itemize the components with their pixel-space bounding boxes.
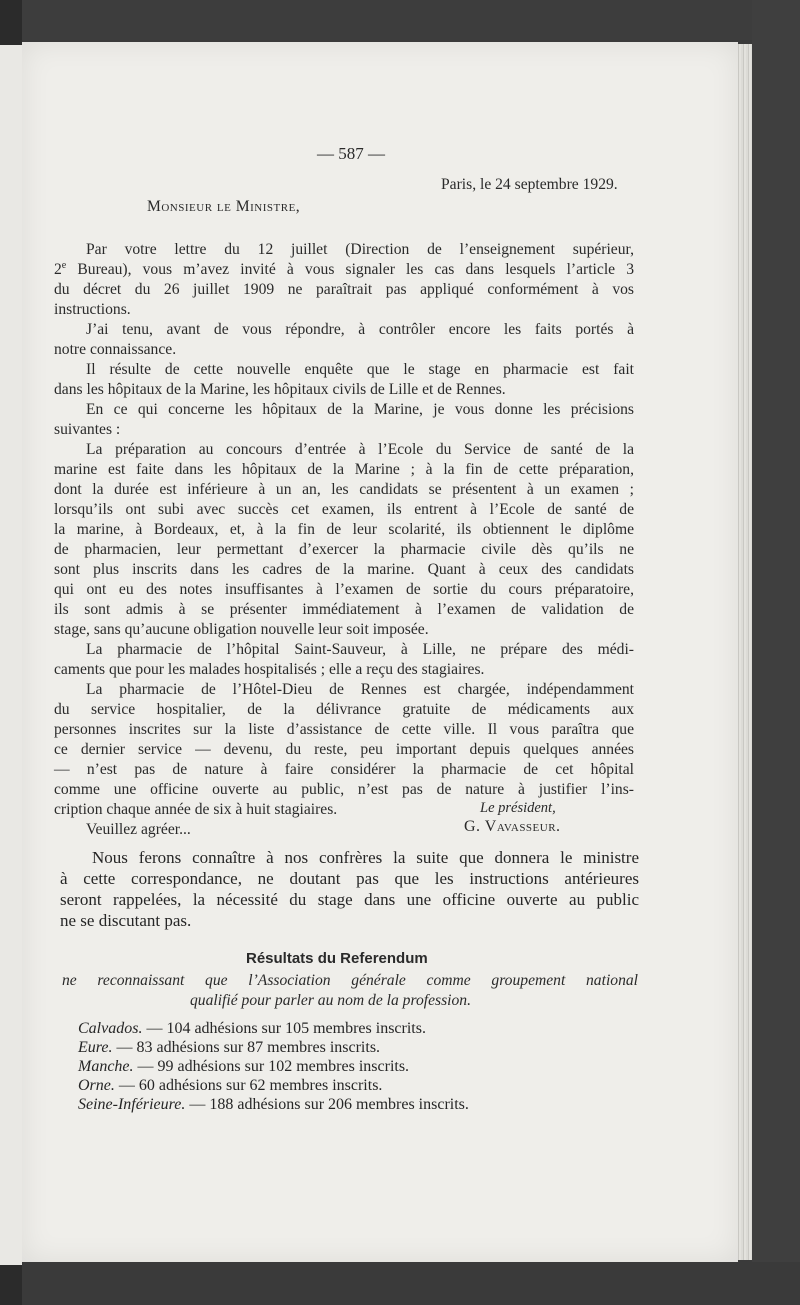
result-text: — 83 adhésions sur 87 membres inscrits. [112, 1039, 381, 1056]
closing-line: seront rappelées, la nécessité du stage dans une officine ouverte au public [60, 890, 639, 909]
date-line: Paris, le 24 septembre 1929. [441, 176, 618, 193]
letter-line: Par votre lettre du 12 juillet (Direction de l’enseignement supérieur, [86, 241, 634, 258]
salutation: Monsieur le Ministre, [147, 198, 301, 215]
letter-line: stage, sans qu’aucune obligation nouvelle leur soit imposée. [54, 621, 429, 638]
letter-line: Il résulte de cette nouvelle enquête que le stage en pharmacie est fait [86, 361, 634, 378]
page-stack-edges [736, 44, 752, 1260]
letter-line: ce dernier service — devenu, du reste, peu important depuis quelques années [54, 741, 634, 758]
scan-background-right [752, 0, 800, 1305]
results-title: Résultats du Referendum [246, 950, 428, 967]
result-text: — 188 adhésions sur 206 membres inscrits. [185, 1096, 469, 1113]
letter-line: J’ai tenu, avant de vous répondre, à contrôler encore les faits portés à [86, 321, 634, 338]
letter-line: dans les hôpitaux de la Marine, les hôpitaux civils de Lille et de Rennes. [54, 381, 506, 398]
letter-line: qui ont eu des notes insuffisantes à l’examen de sortie du cours préparatoire, [54, 581, 634, 598]
letter-line: suivantes : [54, 421, 121, 438]
result-row [78, 1056, 409, 1077]
letter-line: dont la durée est inférieure à un an, les candidats se présentent à un examen ; [54, 481, 634, 498]
letter-line: du service hospitalier, de la délivrance gratuite de médicaments aux [54, 701, 634, 718]
letter-line: marine est faite dans les hôpitaux de la Marine ; à la fin de cette préparation, [54, 461, 634, 478]
letter-line: 2e Bureau), vous m’avez invité à vous signaler les cas dans lesquels l’article 3 [54, 259, 634, 278]
book-page [22, 42, 738, 1262]
closing-line: Nous ferons connaître à nos confrères la suite que donnera le ministre [92, 848, 639, 867]
letter-line: la marine, à Bordeaux, et, à la fin de leur scolarité, ils obtiennent le diplôme [54, 521, 634, 538]
facing-page-edge [0, 45, 23, 1265]
letter-line: La pharmacie de l’Hôtel-Dieu de Rennes est chargée, indépendamment [86, 681, 634, 698]
scan-background-bottom [22, 1262, 800, 1305]
results-subtitle-line: ne reconnaissant que l’Association générale comme groupement national [62, 972, 638, 989]
signature-name: G. Vavasseur. [464, 818, 561, 835]
letter-line: instructions. [54, 301, 131, 318]
result-text: — 104 adhésions sur 105 membres inscrits. [142, 1020, 426, 1037]
letter-line: La préparation au concours d’entrée à l’Ecole du Service de santé de la [86, 441, 634, 458]
result-text: — 99 adhésions sur 102 membres inscrits. [133, 1058, 410, 1075]
result-department: Eure. [78, 1039, 113, 1056]
letter-line: En ce qui concerne les hôpitaux de la Marine, je vous donne les précisions [86, 401, 634, 418]
results-subtitle-line: qualifié pour parler au nom de la profession. [190, 992, 471, 1009]
result-row [78, 1094, 469, 1115]
result-row [78, 1075, 382, 1096]
result-text: — 60 adhésions sur 62 membres inscrits. [114, 1077, 383, 1094]
letter-line: — n’est pas de nature à faire considérer la pharmacie de cet hôpital [54, 761, 634, 778]
letter-line: du décret du 26 juillet 1909 ne paraîtrait pas appliqué conformément à vos [54, 281, 634, 298]
closing-line: ne se discutant pas. [60, 911, 192, 930]
result-row [78, 1037, 380, 1058]
letter-line: sont plus inscrits dans les cadres de la marine. Quant à ceux des candidats [54, 561, 634, 578]
letter-line: notre connaissance. [54, 341, 177, 358]
closing-line: à cette correspondance, ne doutant pas que les instructions antérieures [60, 869, 639, 888]
signature-title: Le président, [480, 800, 556, 816]
scan-background-top [22, 0, 800, 40]
letter-line: ils sont admis à se présenter immédiatement à l’examen de validation de [54, 601, 634, 618]
page-number: — 587 — [317, 144, 385, 163]
result-department: Orne. [78, 1077, 115, 1094]
letter-line: caments que pour les malades hospitalisés ; elle a reçu des stagiaires. [54, 661, 485, 678]
result-row [78, 1018, 426, 1039]
letter-line: cription chaque année de six à huit stagiaires. [54, 801, 338, 818]
letter-line: La pharmacie de l’hôpital Saint-Sauveur, à Lille, ne prépare des médi- [86, 641, 634, 658]
result-department: Manche. [78, 1058, 134, 1075]
letter-line: de pharmacien, leur permettant d’exercer la pharmacie civile dès qu’ils ne [54, 541, 634, 558]
letter-line: comme une officine ouverte au public, n’est pas de nature à justifier l’ins- [54, 781, 634, 798]
result-department: Calvados. [78, 1020, 143, 1037]
letter-line: Veuillez agréer... [86, 821, 191, 838]
letter-line: personnes inscrites sur la liste d’assistance de cette ville. Il vous paraîtra que [54, 721, 634, 738]
letter-line: lorsqu’ils ont subi avec succès cet examen, ils entrent à l’Ecole de santé de [54, 501, 634, 518]
result-department: Seine-Inférieure. [78, 1096, 186, 1113]
